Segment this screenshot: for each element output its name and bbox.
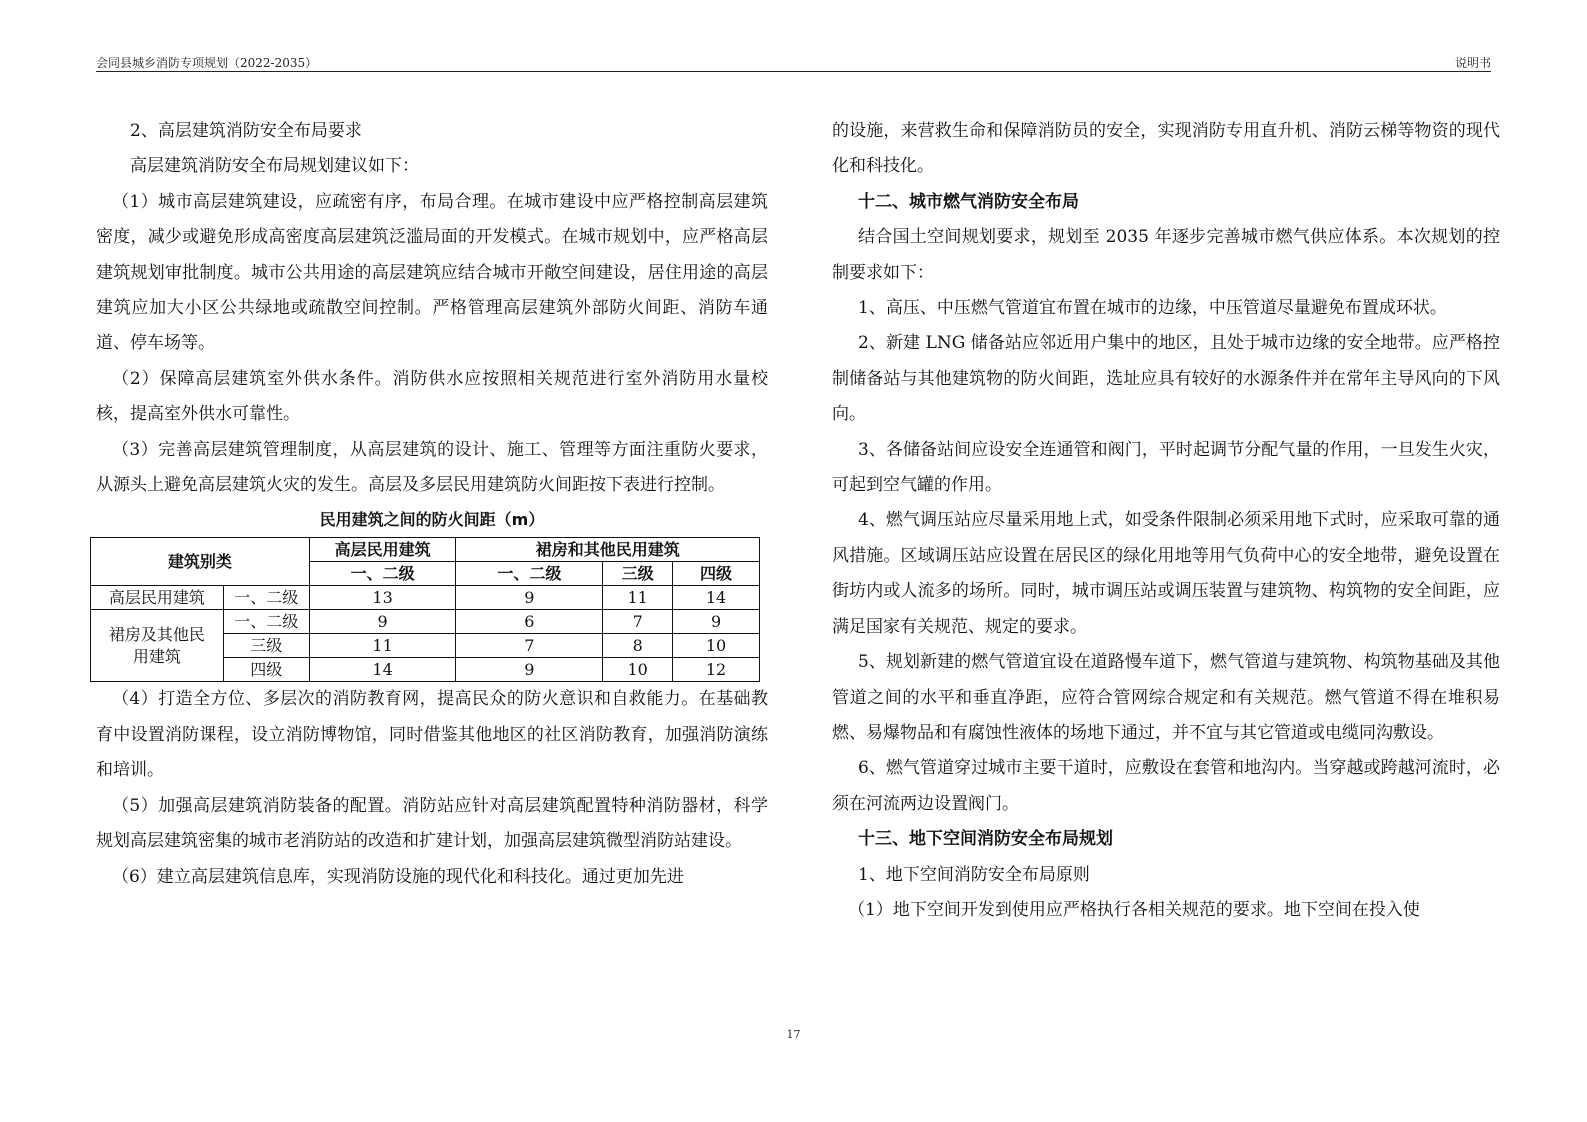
table-row	[91, 610, 760, 634]
paragraph: 高层建筑消防安全布局规划建议如下：	[130, 156, 419, 177]
section-heading: 十三、地下空间消防安全布局规划	[858, 829, 1113, 850]
table-cell: 7	[456, 634, 603, 658]
table-cell: 12	[673, 658, 760, 682]
table-header-cell: 一、二级	[456, 562, 603, 586]
table-header-cell: 高层民用建筑	[309, 538, 456, 562]
paragraph: 5、规划新建的燃气管道宜设在道路慢车道下，燃气管道与建筑物、构筑物基础及其他管道之间的水平和垂直净距，应符合管网综合规定和有关规范。燃气管道不得在堆积易燃、易爆物品和有腐蚀性液体的场地下通过，并不宜与其它管道或电缆同沟敷设。	[832, 652, 1500, 743]
table-cell: 9	[456, 586, 603, 610]
table-cell: 一、二级	[223, 610, 309, 634]
table-cell: 6	[456, 610, 603, 634]
table-cell: 9	[673, 610, 760, 634]
paragraph: （3）完善高层建筑管理制度，从高层建筑的设计、施工、管理等方面注重防火要求，从源头上避免高层建筑火灾的发生。高层及多层民用建筑防火间距按下表进行控制。	[96, 439, 768, 496]
table-cell: 8	[603, 634, 673, 658]
header-section-label: 说明书	[1454, 56, 1491, 70]
header-document-title: 会同县城乡消防专项规划（2022-2035）	[96, 56, 318, 70]
paragraph: 3、各储备站间应设安全连通管和阀门，平时起调节分配气量的作用，一旦发生火灾，可起到空气罐的作用。	[832, 439, 1500, 496]
table-header-cell: 四级	[673, 562, 760, 586]
page-number: 17	[786, 1028, 801, 1041]
paragraph: 的设施，来营救生命和保障消防员的安全，实现消防专用直升机、消防云梯等物资的现代化和科技化。	[832, 121, 1500, 177]
table-cell: 高层民用建筑	[91, 586, 224, 610]
table-cell: 裙房及其他民用建筑	[91, 610, 224, 682]
header-rule	[96, 71, 1491, 72]
table-title: 民用建筑之间的防火间距（m）	[319, 510, 545, 530]
section-heading: 十二、城市燃气消防安全布局	[858, 191, 1079, 212]
table-cell: 三级	[223, 634, 309, 658]
fire-distance-table	[90, 537, 760, 682]
table-cell: 13	[309, 586, 456, 610]
table-header-cell: 裙房和其他民用建筑	[456, 538, 760, 562]
paragraph: （2）保障高层建筑室外供水条件。消防供水应按照相关规范进行室外消防用水量校核，提高室外供水可靠性。	[96, 368, 768, 425]
subsection-heading: 1、地下空间消防安全布局原则	[858, 864, 1090, 885]
paragraph: （1）城市高层建筑建设，应疏密有序，布局合理。在城市建设中应严格控制高层建筑密度，减少或避免形成高密度高层建筑泛滥局面的开发模式。在城市规划中，应严格高层建筑规划审批制度。城市公共用途的高层建筑应结合城市开敞空间建设，居住用途的高层建筑应加大小区公共绿地或疏散空间控制。严格管理高层建筑外部防火间距、消防车通道、停车场等。	[96, 191, 768, 354]
table-cell: 9	[309, 610, 456, 634]
table-cell: 一、二级	[223, 586, 309, 610]
paragraph: （4）打造全方位、多层次的消防教育网，提高民众的防火意识和自救能力。在基础教育中设置消防课程，设立消防博物馆，同时借鉴其他地区的社区消防教育，加强消防演练和培训。	[96, 689, 768, 781]
table-cell: 10	[673, 634, 760, 658]
paragraph: 2、新建 LNG 储备站应邻近用户集中的地区，且处于城市边缘的安全地带。应严格控制储备站与其他建筑物的防火间距，选址应具有较好的水源条件并在常年主导风向的下风向。	[832, 333, 1500, 425]
table-cell: 10	[603, 658, 673, 682]
table-cell: 7	[603, 610, 673, 634]
table-cell: 14	[309, 658, 456, 682]
left-column	[96, 114, 768, 895]
table-cell: 四级	[223, 658, 309, 682]
table-header-row	[91, 538, 760, 562]
table-row	[91, 586, 760, 610]
paragraph: （6）建立高层建筑信息库，实现消防设施的现代化和科技化。通过更加先进	[112, 866, 684, 887]
paragraph: 6、燃气管道穿过城市主要干道时，应敷设在套管和地沟内。当穿越或跨越河流时，必须在河流两边设置阀门。	[832, 758, 1500, 814]
table-header-cell: 三级	[603, 562, 673, 586]
paragraph: 4、燃气调压站应尽量采用地上式，如受条件限制必须采用地下式时，应采取可靠的通风措施。区域调压站应设置在居民区的绿化用地等用气负荷中心的安全地带，避免设置在街坊内或人流多的场所。同时，城市调压站或调压装置与建筑物、构筑物的安全间距，应满足国家有关规范、规定的要求。	[832, 510, 1500, 637]
table-cell: 11	[603, 586, 673, 610]
table-cell: 11	[309, 634, 456, 658]
paragraph: （1）地下空间开发到使用应严格执行各相关规范的要求。地下空间在投入使	[848, 899, 1420, 920]
subsection-heading: 2、高层建筑消防安全布局要求	[130, 121, 362, 141]
table-header-cell: 一、二级	[309, 562, 456, 586]
paragraph: （5）加强高层建筑消防装备的配置。消防站应针对高层建筑配置特种消防器材，科学规划高层建筑密集的城市老消防站的改造和扩建计划，加强高层建筑微型消防站建设。	[96, 795, 768, 852]
right-column	[832, 114, 1500, 928]
table-cell: 9	[456, 658, 603, 682]
paragraph: 结合国土空间规划要求，规划至 2035 年逐步完善城市燃气供应体系。本次规划的控制要求如下：	[832, 227, 1500, 283]
table-cell: 14	[673, 586, 760, 610]
table-header-cell: 建筑别类	[91, 538, 310, 586]
paragraph: 1、高压、中压燃气管道宜布置在城市的边缘，中压管道尽量避免布置成环状。	[858, 298, 1447, 319]
